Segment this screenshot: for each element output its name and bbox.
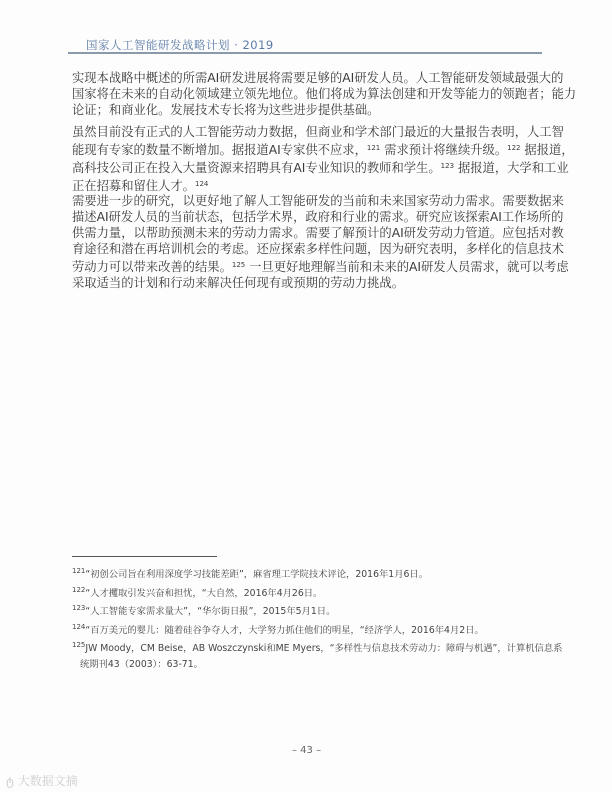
watermark-logo (6, 772, 78, 789)
text-line (72, 176, 552, 194)
text-line: 育途径和潜在再培训机会的考虑。还应探索多样性问题，因为研究表明，多样化的信息技术 (72, 242, 564, 256)
footnote-text: “初创公司旨在利用深度学习技能差距”，麻省理工学院技术评论，2016年1月6日。 (85, 569, 428, 580)
footnote (72, 564, 562, 583)
text-line: 需要进一步的研究，以更好地了解人工智能研发的当前和未来国家劳动力需求。需要数据来 (72, 194, 564, 208)
running-header: 国家人工智能研发战略计划 · 2019 (86, 38, 274, 52)
paragraph-2 (72, 124, 574, 194)
text-span: 高科技公司正在投入大量资源来招聘具有AI专业知识的教师和学生。 (72, 161, 441, 175)
text-span: 据报道， (520, 143, 574, 157)
footnote-number: 123 (72, 604, 86, 613)
footnote (72, 620, 562, 639)
footnote-number: 122 (72, 585, 86, 594)
footnote-number: 121 (72, 567, 86, 575)
text-span: 据报道，大学和工业 (454, 161, 569, 175)
paragraph-1 (72, 70, 577, 118)
footnote-ref: 124 (194, 180, 209, 188)
footnote (72, 583, 562, 602)
footnote-continuation: 统期刊43（2003）：63-71。 (80, 658, 203, 670)
text-line: 论证；和商业化。发展技术专长将为这些进步提供基础。 (72, 103, 380, 117)
text-line (72, 257, 569, 275)
footnote-number: 125 (72, 641, 86, 650)
footnote (72, 638, 562, 657)
text-span: 能现有专家的数量不断增加。据报道AI专家供不应求， (72, 143, 367, 157)
page-number: – 43 – (292, 745, 322, 756)
footnotes (72, 564, 562, 673)
footnote-text: “人才攫取引发兴奋和担忧，“大自然，2016年4月26日。 (85, 587, 323, 599)
footnote-ref: 121 (366, 144, 381, 152)
text-line: 国家将在未来的自动化领域建立领先地位。他们将成为算法创建和开发等能力的领跑者；能力 (72, 87, 577, 101)
footnote-ref: 125 (231, 261, 246, 269)
text-line: 实现本战略中概述的所需AI研发进展将需要足够的AI研发人员。人工智能研发领域最强大的 (72, 71, 564, 85)
text-line: 描述AI研发人员的当前状态，包括学术界，政府和行业的需求。研究应该探索AI工作场所的 (72, 210, 564, 224)
text-line: 供需力量，以帮助预测未来的劳动力需求。需要了解预计的AI研发劳动力管道。应包括对教 (72, 226, 564, 240)
text-span: 需求预计将继续升级。 (380, 143, 508, 157)
text-line (72, 158, 569, 176)
footnote-ref: 122 (507, 144, 521, 152)
footnote-number: 124 (72, 622, 86, 631)
footnote-divider (72, 556, 217, 557)
paragraph-3 (72, 193, 569, 291)
footnote-text: “人工智能专家需求量大”，“华尔街日报”，2015年5月1日。 (85, 606, 336, 618)
footnote-text: JW Moody，CM Beise，AB Woszczynski和ME Myers，“多样性与信息技术劳动力：障碍与机遇”，计算机信息系 (85, 643, 563, 655)
text-span: 一旦更好地理解当前和未来的AI研发人员需求，就可以考虑 (245, 260, 569, 274)
text-span: 劳动力可以带来改善的结果。 (72, 260, 232, 274)
text-line (72, 140, 574, 158)
wechat-icon: ტ (6, 774, 14, 788)
header-divider (68, 52, 542, 54)
text-line: 虽然目前没有正式的人工智能劳动力数据，但商业和学术部门最近的大量报告表明，人工智 (72, 125, 564, 139)
footnote (72, 601, 562, 620)
text-line: 采取适当的计划和行动来解决任何现有或预期的劳动力挑战。 (72, 276, 405, 290)
footnote-text: “百万美元的婴儿：随着硅谷争夺人才，大学努力抓住他们的明星，“经济学人，2016年4月2日。 (85, 624, 484, 636)
watermark-text: 大数据文摘 (17, 774, 78, 788)
text-span: 正在招募和留住人才。 (72, 179, 195, 193)
footnote-ref: 123 (440, 162, 455, 170)
